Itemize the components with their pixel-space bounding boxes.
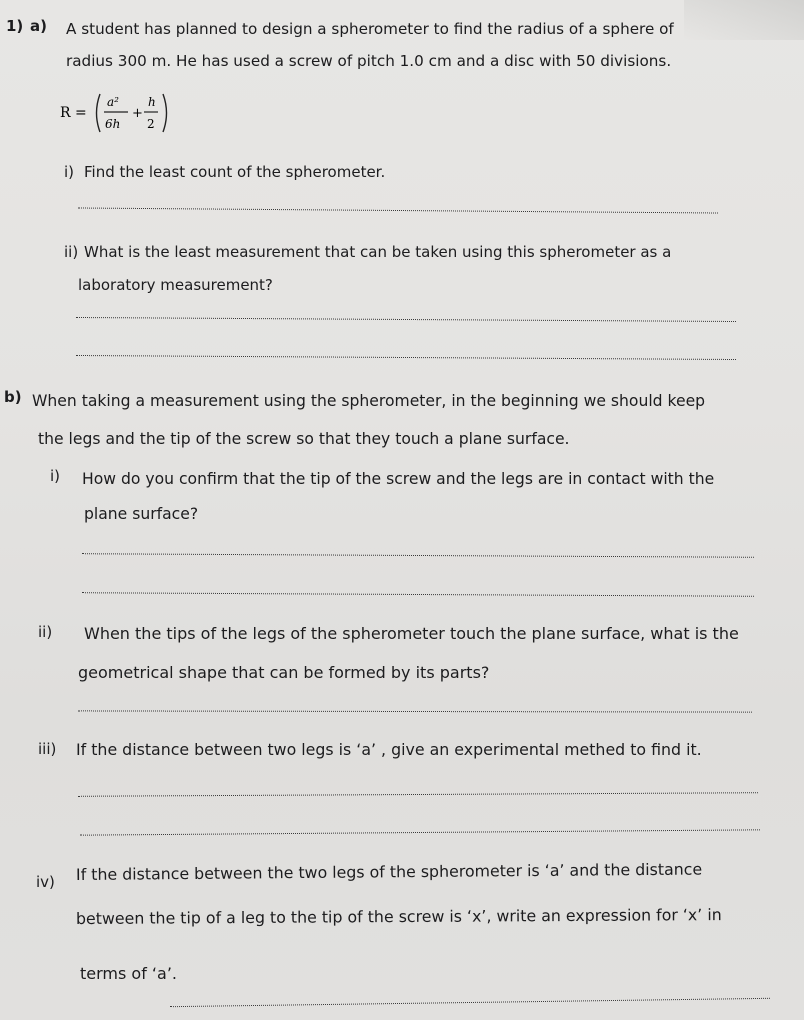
part-a-ii-label: ii) [64, 243, 79, 261]
formula-right-paren [163, 94, 167, 132]
formula-plus: + [132, 106, 143, 121]
formula-frac2-numerator: h [148, 95, 156, 109]
part-b-ii-text-line2: geometrical shape that can be formed by its parts? [78, 663, 490, 682]
part-b-iii-label: iii) [38, 740, 57, 758]
answer-line-b-iii-2 [80, 829, 760, 835]
part-b-iv-text-line2: between the tip of a leg to the tip of the screw is ‘x’, write an expression for ‘x’ in [75, 905, 722, 928]
formula-frac1-numerator: a² [107, 95, 119, 109]
answer-line-b-i-2 [82, 592, 754, 597]
answer-line-a-ii-1 [76, 317, 736, 322]
part-a-i-text: Find the least count of the spherometer. [84, 163, 386, 181]
formula-frac1-denominator: 6h [105, 117, 121, 131]
part-b-label: b) [4, 388, 22, 406]
formula-left-paren [97, 94, 101, 132]
part-a-label: a) [30, 17, 47, 35]
answer-line-b-iii-1 [78, 792, 758, 797]
part-b-text-line1: When taking a measurement using the spherometer, in the beginning we should keep [32, 392, 706, 410]
question-number: 1) [6, 17, 24, 35]
part-b-text-line2: the legs and the tip of the screw so that they touch a plane surface. [38, 430, 570, 448]
part-b-ii-label: ii) [38, 623, 53, 641]
part-b-iv-text-line1: If the distance between the two legs of the spherometer is ‘a’ and the distance [75, 859, 703, 884]
formula-svg [60, 84, 190, 144]
part-b-i-text-line2: plane surface? [84, 505, 199, 523]
formula-lhs: R = [60, 105, 87, 121]
answer-line-a-ii-2 [76, 355, 736, 360]
part-b-i-label: i) [50, 467, 61, 485]
part-a-i-label: i) [64, 163, 75, 181]
answer-line-b-iv [170, 998, 770, 1007]
answer-line-a-i [78, 207, 718, 213]
part-b-iii-text: If the distance between two legs is ‘a’ , give an experimental methed to find it. [76, 740, 702, 759]
part-a-ii-text-line1: What is the least measurement that can be taken using this spherometer as a [84, 243, 672, 261]
part-b-iv-label: iv) [36, 873, 55, 891]
radius-formula [60, 84, 190, 144]
part-a-text-line2: radius 300 m. He has used a screw of pitch 1.0 cm and a disc with 50 divisions. [66, 52, 672, 70]
part-b-iv-text-line3: terms of ‘a’. [80, 964, 177, 983]
part-b-ii-text-line1: When the tips of the legs of the spherometer touch the plane surface, what is the [84, 624, 739, 643]
answer-line-b-ii [78, 710, 752, 712]
part-a-text-line1: A student has planned to design a spherometer to find the radius of a sphere of [66, 20, 674, 38]
part-a-ii-text-line2: laboratory measurement? [78, 276, 273, 294]
part-b-i-text-line1: How do you confirm that the tip of the screw and the legs are in contact with the [82, 470, 715, 488]
page-shadow [684, 0, 804, 40]
formula-frac2-denominator: 2 [147, 117, 155, 131]
answer-line-b-i-1 [82, 553, 754, 558]
